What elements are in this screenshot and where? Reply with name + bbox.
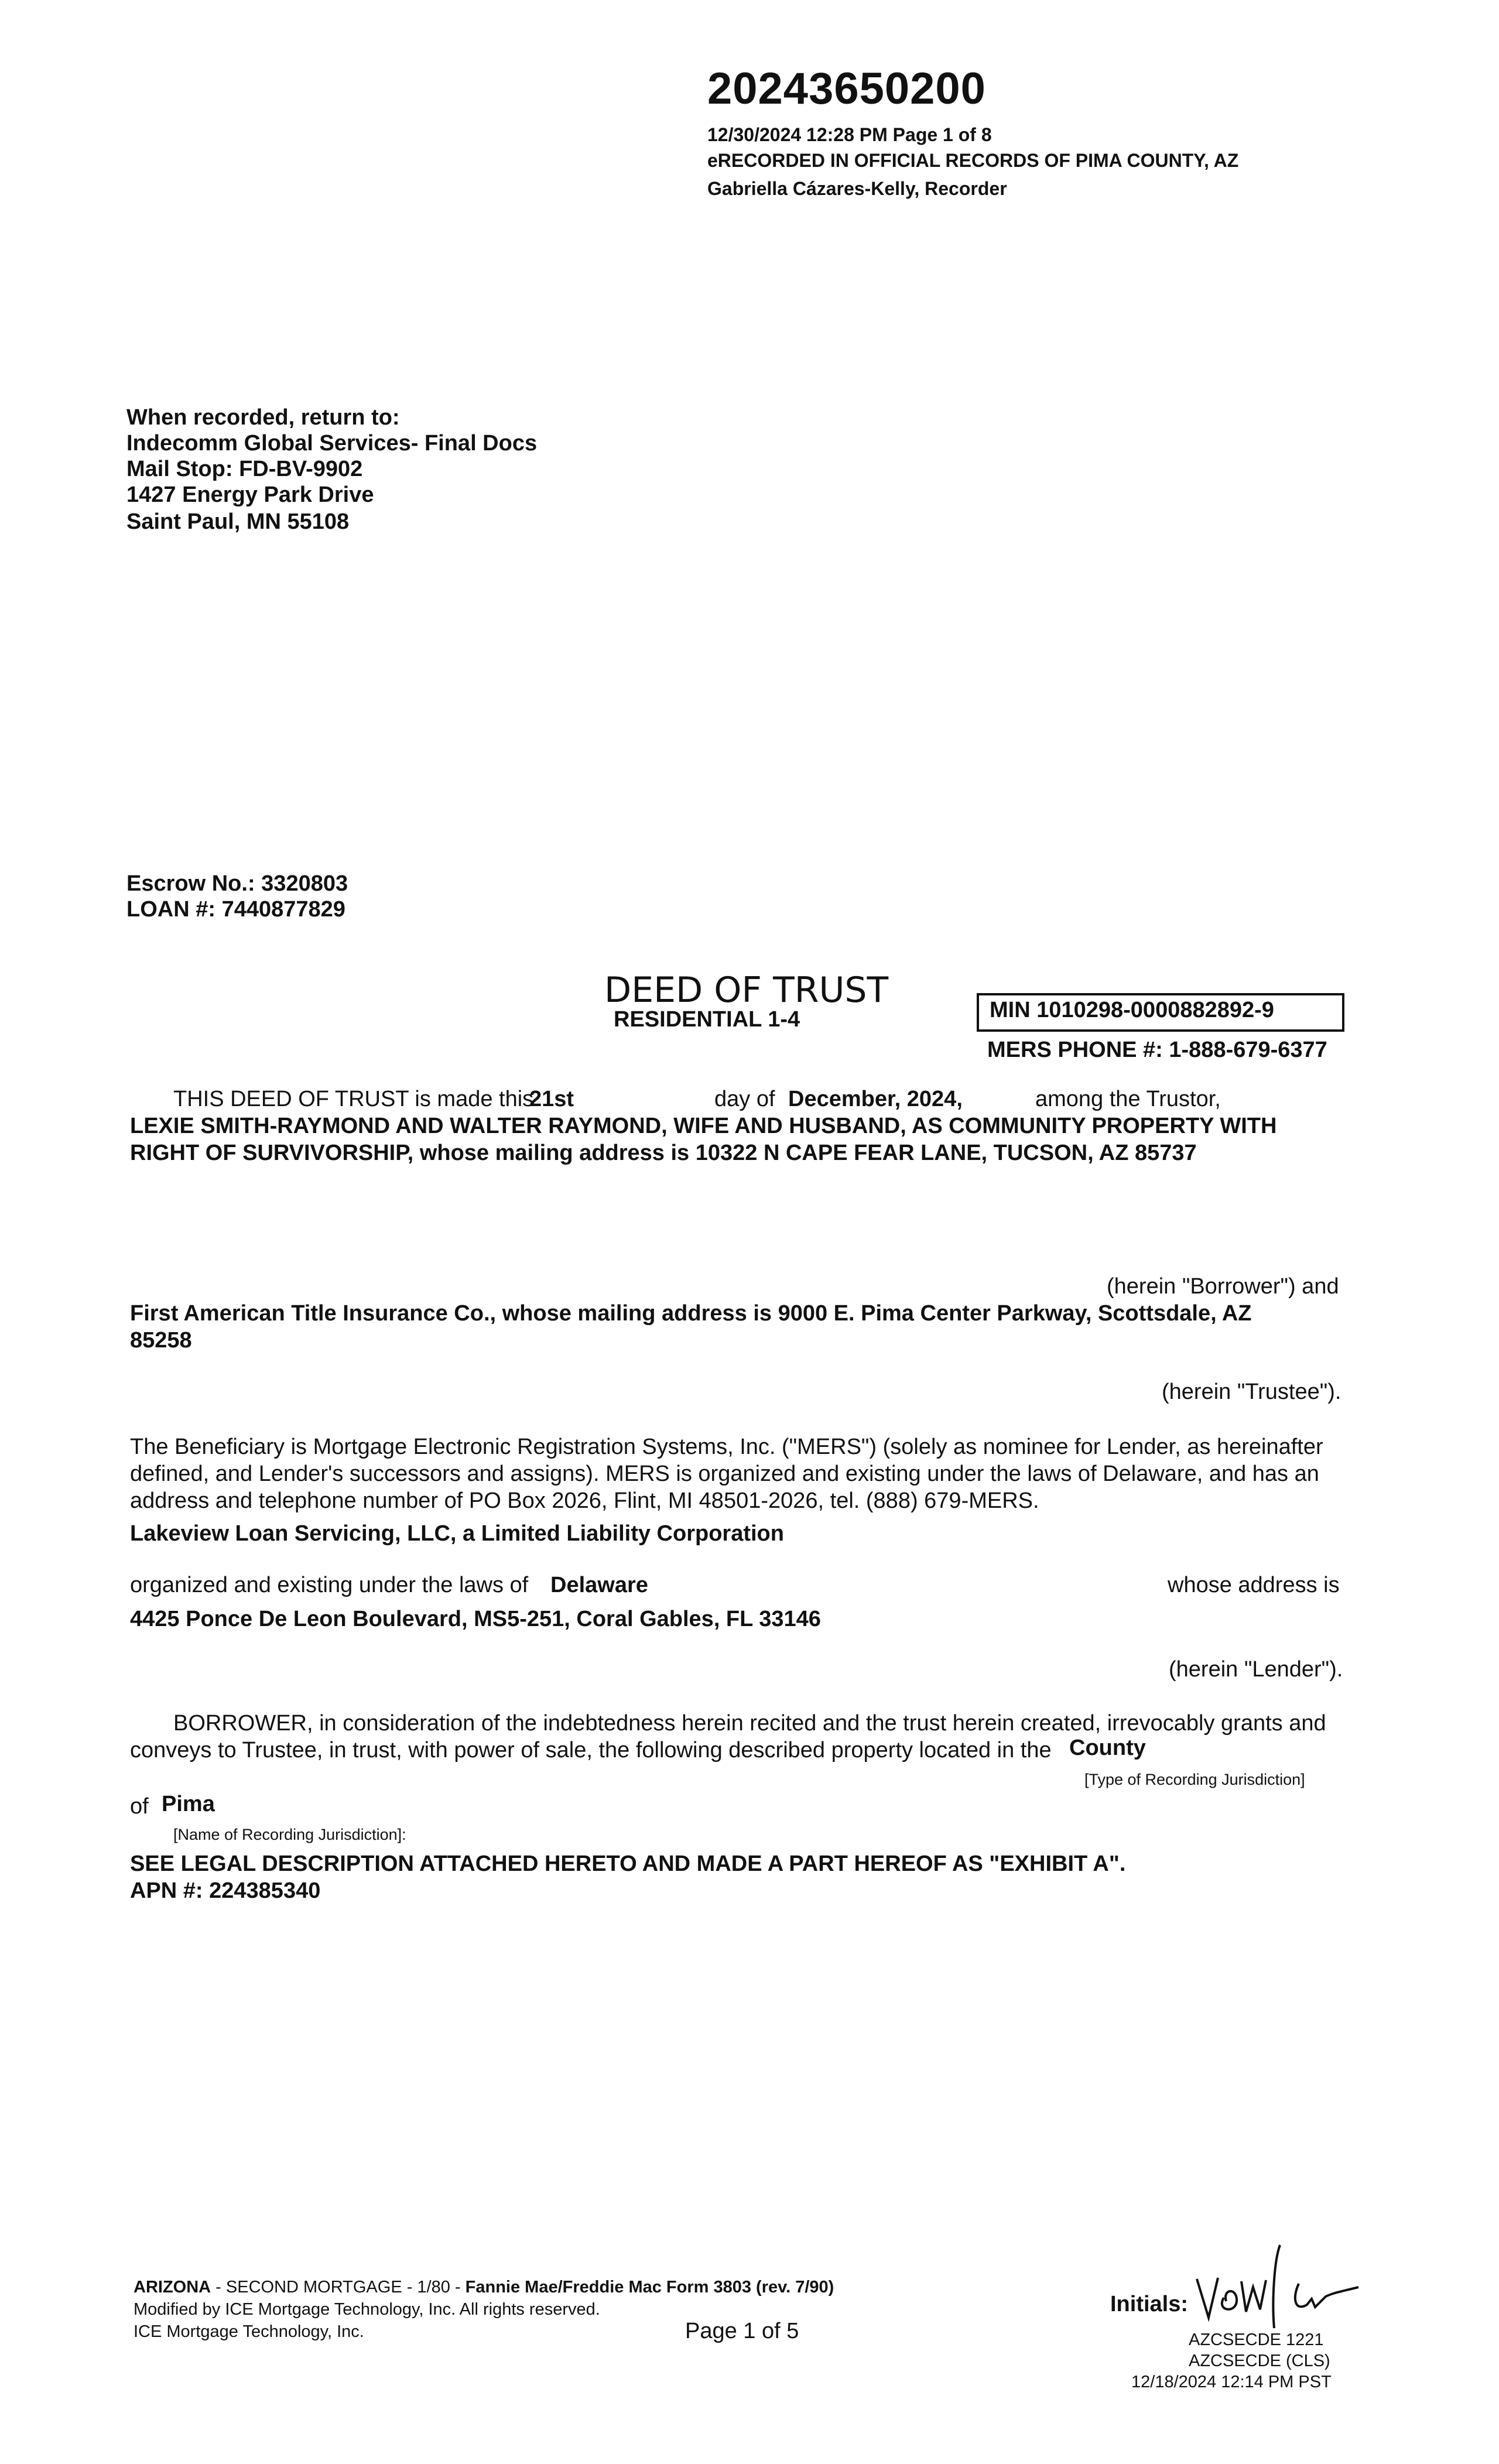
footer-form-name: Fannie Mae/Freddie Mac Form 3803 (rev. 7/90)	[465, 2278, 834, 2297]
recording-recorder: Gabriella Cázares-Kelly, Recorder	[707, 178, 1007, 199]
grant-jurisdiction-type: County	[1069, 1736, 1146, 1760]
return-to-mailstop: Mail Stop: FD-BV-9902	[126, 457, 363, 481]
grant-type-note: [Type of Recording Jurisdiction]	[1084, 1771, 1305, 1788]
intro-day-of: day of	[714, 1087, 775, 1111]
initials-label: Initials:	[1110, 2292, 1189, 2316]
intro-among: among the Trustor,	[1035, 1087, 1221, 1111]
grant-line-1: BORROWER, in consideration of the indebtedness herein recited and the trust herein created, irrevocably grants and	[173, 1711, 1326, 1736]
escrow-label: Escrow No.:	[126, 871, 255, 896]
legal-description: SEE LEGAL DESCRIPTION ATTACHED HERETO AND MADE A PART HEREOF AS "EXHIBIT A".	[130, 1852, 1126, 1876]
trustor-line-2: RIGHT OF SURVIVORSHIP, whose mailing address is 10322 N CAPE FEAR LANE, TUCSON, AZ 85737	[130, 1141, 1197, 1165]
lender-org-prefix: organized and existing under the laws of	[130, 1573, 529, 1597]
loan-value: 7440877829	[221, 897, 345, 922]
footer-company: ICE Mortgage Technology, Inc.	[134, 2322, 364, 2341]
return-to-company: Indecomm Global Services- Final Docs	[126, 431, 538, 456]
footer-form-desc: - SECOND MORTGAGE - 1/80 -	[211, 2278, 466, 2297]
escrow-value: 3320803	[261, 871, 348, 896]
initials-signature-icon	[1192, 2243, 1368, 2330]
recording-office: eRECORDED IN OFFICIAL RECORDS OF PIMA COUNTY, AZ	[707, 150, 1239, 171]
footer-code-1: AZCSECDE 1221	[1189, 2330, 1324, 2349]
lender-address: 4425 Ponce De Leon Boulevard, MS5-251, Coral Gables, FL 33146	[130, 1607, 821, 1631]
mers-phone: MERS PHONE #: 1-888-679-6377	[987, 1038, 1327, 1062]
loan-number	[126, 897, 345, 922]
trustee-line-1: First American Title Insurance Co., whose mailing address is 9000 E. Pima Center Parkway, Scottsdale, AZ	[130, 1301, 1252, 1326]
return-to-city: Saint Paul, MN 55108	[126, 509, 350, 534]
lender-whose: whose address is	[1168, 1573, 1340, 1597]
footer-form-state: ARIZONA	[134, 2278, 211, 2297]
loan-label: LOAN #:	[126, 897, 215, 922]
grant-jurisdiction-name: Pima	[162, 1792, 215, 1816]
intro-prefix: THIS DEED OF TRUST is made this	[173, 1087, 534, 1111]
trustee-line-2: 85258	[130, 1328, 192, 1353]
escrow-number	[126, 871, 348, 896]
lender-tag: (herein "Lender").	[1169, 1657, 1343, 1682]
recording-datetime: 12/30/2024 12:28 PM Page 1 of 8	[707, 124, 992, 145]
recording-number: 20243650200	[707, 64, 986, 114]
beneficiary-line-3: address and telephone number of PO Box 2026, Flint, MI 48501-2026, tel. (888) 679-MERS.	[130, 1488, 1039, 1513]
grant-name-note: [Name of Recording Jurisdiction]:	[173, 1826, 406, 1843]
trustee-tag: (herein "Trustee").	[1162, 1380, 1341, 1404]
apn-label: APN #:	[130, 1878, 203, 1903]
footer-form	[134, 2278, 834, 2297]
apn	[130, 1878, 320, 1904]
intro-date: December, 2024,	[788, 1087, 963, 1111]
footer-code-2: AZCSECDE (CLS)	[1189, 2352, 1330, 2370]
grant-line-2: conveys to Trustee, in trust, with power of sale, the following described property located in the	[130, 1738, 1052, 1763]
footer-page: Page 1 of 5	[685, 2319, 799, 2343]
footer-modified: Modified by ICE Mortgage Technology, Inc. All rights reserved.	[134, 2300, 600, 2319]
intro-day: 21st	[529, 1087, 574, 1111]
borrower-tag: (herein "Borrower") and	[1107, 1274, 1339, 1299]
return-to-label: When recorded, return to:	[126, 405, 400, 430]
lender-state: Delaware	[550, 1573, 648, 1597]
lender-name: Lakeview Loan Servicing, LLC, a Limited Liability Corporation	[130, 1521, 784, 1546]
grant-of: of	[130, 1794, 149, 1819]
beneficiary-line-1: The Beneficiary is Mortgage Electronic Registration Systems, Inc. ("MERS") (solely as nominee for Lender, as hereinafter	[130, 1435, 1323, 1459]
return-to-street: 1427 Energy Park Drive	[126, 482, 374, 507]
apn-value: 224385340	[209, 1878, 321, 1903]
mers-min: MIN 1010298-0000882892-9	[990, 998, 1274, 1022]
document-subtitle: RESIDENTIAL 1-4	[614, 1007, 800, 1032]
trustor-line-1: LEXIE SMITH-RAYMOND AND WALTER RAYMOND, WIFE AND HUSBAND, AS COMMUNITY PROPERTY WITH	[130, 1114, 1277, 1138]
document-title: DEED OF TRUST	[604, 970, 889, 1011]
footer-timestamp: 12/18/2024 12:14 PM PST	[1131, 2373, 1332, 2391]
beneficiary-line-2: defined, and Lender's successors and assigns). MERS is organized and existing under the laws of Delaware, and has an	[130, 1462, 1319, 1486]
